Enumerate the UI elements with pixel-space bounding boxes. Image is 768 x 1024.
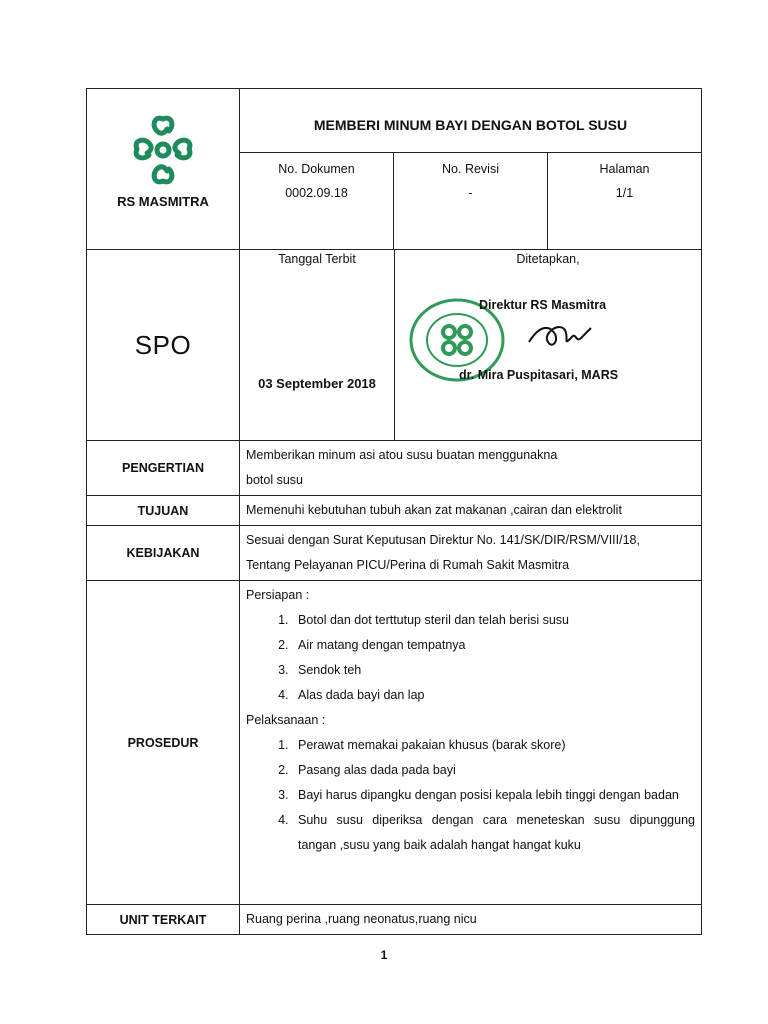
list-item: 1. Botol dan dot terttutup steril dan telah berisi susu (292, 608, 695, 633)
logo-cell (87, 89, 240, 250)
approval-split (240, 250, 701, 440)
pengertian-line-1: Memberikan minum asi atou susu buatan menggunakna (246, 448, 558, 462)
list-item: 4. Suhu susu diperiksa dengan cara meneteskan susu dipunggung tangan ,susu yang baik adalah hangat hangat kuku (292, 808, 695, 858)
spo-cell (87, 250, 240, 441)
list-item: 2. Pasang alas dada pada bayi (292, 758, 695, 783)
page-number: 1 (380, 948, 388, 962)
list-item: 3. Bayi harus dipangku dengan posisi kepala lebih tinggi dengan badan (292, 783, 695, 808)
set-by-block (395, 250, 701, 440)
revision-value: - (468, 186, 473, 200)
list-item: 3. Sendok teh (292, 658, 695, 683)
list-item: 1. Perawat memakai pakaian khusus (barak skore) (292, 733, 695, 758)
document-title: MEMBERI MINUM BAYI DENGAN BOTOL SUSU (313, 117, 628, 133)
list-item: 2. Air matang dengan tempatnya (292, 633, 695, 658)
pengertian-line-2: botol susu (246, 473, 303, 487)
doc-type-label: SPO (134, 329, 192, 360)
revision-label: No. Revisi (442, 162, 499, 176)
kebijakan-content (240, 526, 702, 581)
doc-number-block (240, 153, 393, 249)
signatory-title: Direktur RS Masmitra (479, 298, 607, 312)
prosedur-content (240, 581, 702, 905)
pelaksanaan-heading: Pelaksanaan : (246, 713, 326, 727)
kebijakan-line-1: Sesuai dengan Surat Keputusan Direktur No. 141/SK/DIR/RSM/VIII/18, (246, 533, 640, 547)
revision-block (393, 153, 547, 249)
prosedur-label: PROSEDUR (87, 581, 240, 905)
page-label: Halaman (599, 162, 650, 176)
doc-number-label: No. Dokumen (278, 162, 355, 176)
issue-date-value: 03 September 2018 (258, 376, 376, 391)
issue-date-label: Tanggal Terbit (278, 252, 356, 266)
unit-terkait-label: UNIT TERKAIT (87, 905, 240, 935)
pelaksanaan-list (246, 733, 695, 858)
unit-terkait-content: Ruang perina ,ruang neonatus,ruang nicu (240, 905, 702, 935)
issue-date-block (240, 250, 395, 440)
pengertian-label: PENGERTIAN (87, 441, 240, 496)
spo-document-table (86, 88, 702, 935)
document-meta-cell (240, 153, 702, 250)
document-title-cell (240, 89, 702, 153)
kebijakan-label: KEBIJAKAN (87, 526, 240, 581)
page-value: 1/1 (615, 186, 634, 200)
tujuan-content: Memenuhi kebutuhan tubuh akan zat makanan ,cairan dan elektrolit (240, 496, 702, 526)
list-item: 4. Alas dada bayi dan lap (292, 683, 695, 708)
page-block (547, 153, 701, 249)
tujuan-label: TUJUAN (87, 496, 240, 526)
persiapan-heading: Persiapan : (246, 588, 310, 602)
pengertian-content (240, 441, 702, 496)
approval-cell (240, 250, 702, 441)
doc-number-value: 0002.09.18 (285, 186, 348, 200)
kebijakan-line-2: Tentang Pelayanan PICU/Perina di Rumah Sakit Masmitra (246, 558, 570, 572)
persiapan-list (246, 608, 695, 708)
set-by-label: Ditetapkan, (516, 252, 580, 266)
signatory-name: dr. Mira Puspitasari, MARS (459, 368, 619, 382)
signature-icon (525, 316, 595, 356)
hospital-logo-icon (127, 111, 199, 191)
org-name: RS MASMITRA (117, 194, 209, 209)
document-meta (240, 153, 701, 249)
